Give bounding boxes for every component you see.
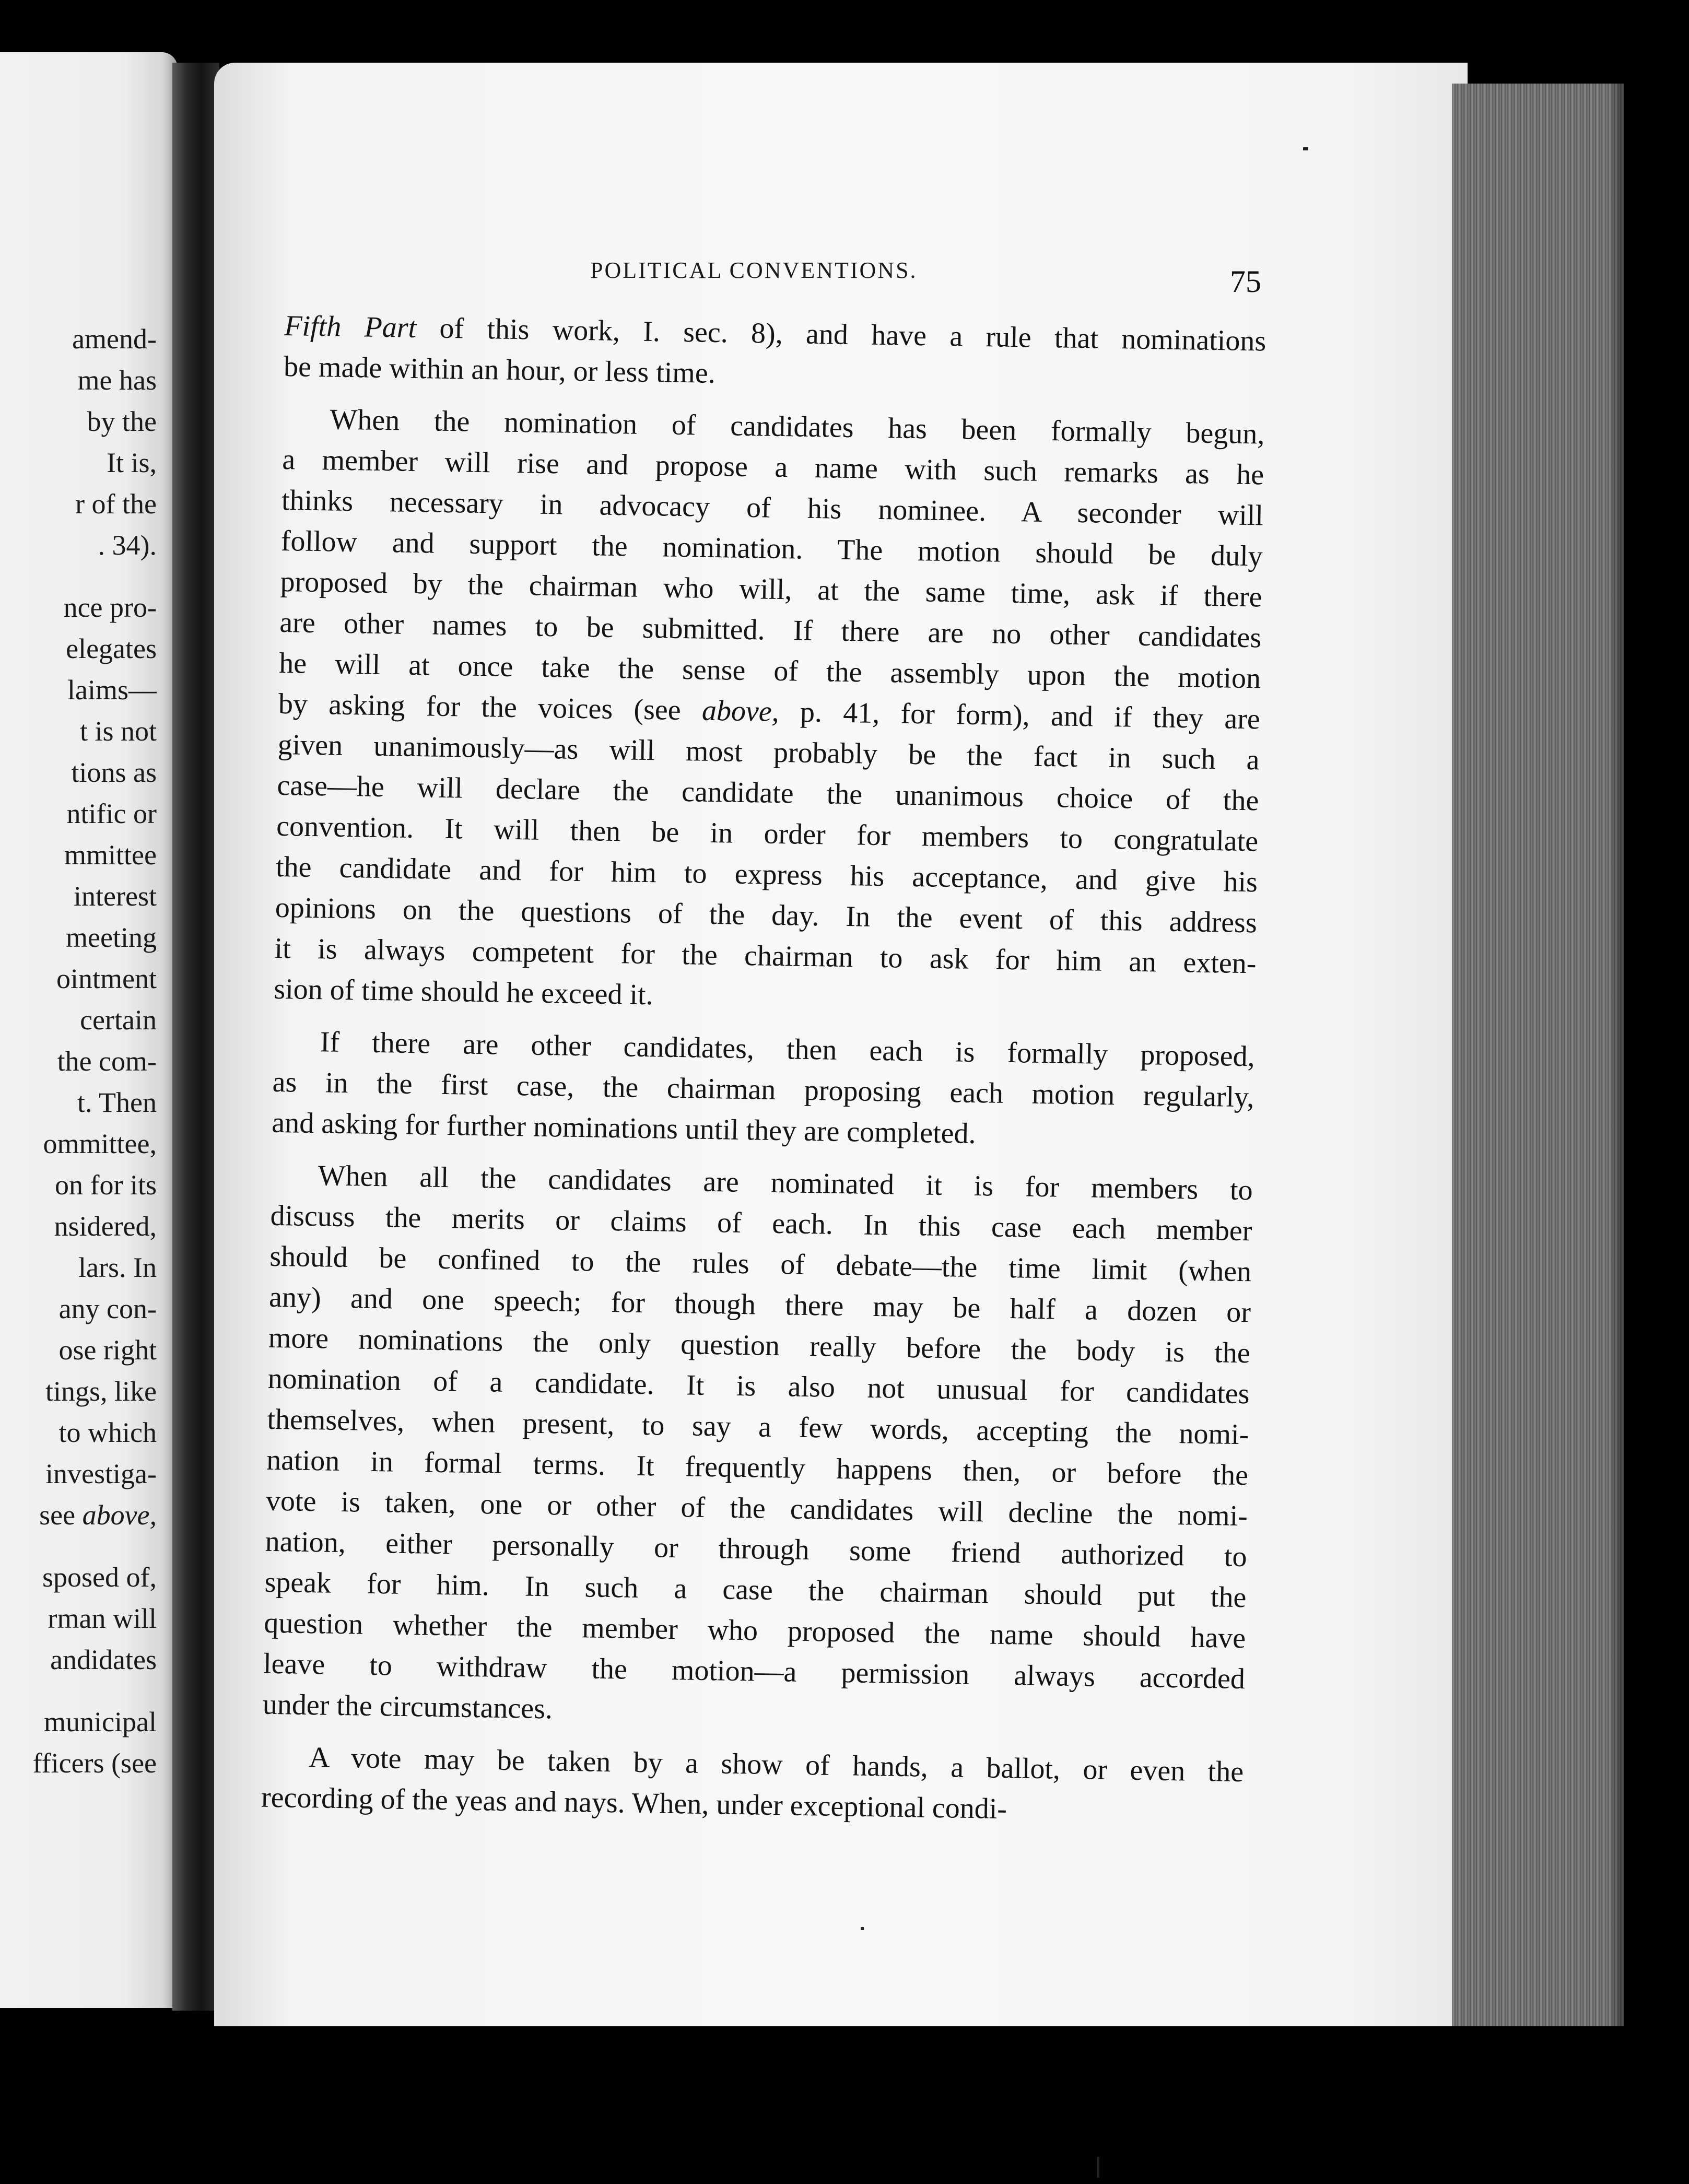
left-page-line: certain [80, 1004, 157, 1036]
text-run: convention. It will then be in order for members to congratulate [276, 809, 1259, 858]
italic-text: Fifth Part [284, 309, 417, 344]
text-run: When all the candidates are nominated it is for members to [318, 1159, 1253, 1207]
left-page-line: investiga- [45, 1458, 157, 1489]
paragraph [272, 1021, 1255, 1159]
text-run: case—he will declare the candidate the unanimous choice of the [277, 769, 1259, 817]
left-page-line: mmittee [64, 839, 157, 871]
left-page-line: nsidered, [54, 1211, 157, 1242]
left-page-line: t is not [79, 715, 157, 747]
left-page-line: tings, like [45, 1376, 157, 1407]
left-page-line: me has [77, 365, 157, 396]
left-page-line: r of the [75, 488, 157, 520]
scan-mark [1303, 147, 1308, 150]
text-run: be made within an hour, or less time. [283, 350, 716, 390]
left-page [0, 52, 178, 2008]
text-run: opinions on the questions of the day. In the event of this address [275, 891, 1258, 940]
scan-mark [1097, 2157, 1099, 2178]
left-page-line: rman will [48, 1603, 157, 1634]
text-run: When the nomination of candidates has been formally begun, [330, 403, 1265, 451]
text-run: follow and support the nomination. The motion should be duly [280, 524, 1263, 573]
paragraph [284, 306, 1266, 403]
page-block-edge [1452, 84, 1624, 2026]
text-run: of this work, I. sec. 8), and have a rule that nominations [416, 311, 1266, 358]
left-page-line: andidates [50, 1644, 157, 1675]
left-page-line: fficers (see [32, 1747, 157, 1779]
text-run: proposed by the chairman who will, at the same time, ask if there [280, 565, 1262, 614]
left-page-line: It is, [106, 447, 157, 478]
text-run: A vote may be taken by a show of hands, a ballot, or even the [308, 1741, 1244, 1789]
page-number: 75 [1230, 264, 1261, 299]
text-run: he will at once take the sense of the assembly upon the motion [278, 647, 1261, 695]
text-run: under the circumstances. [262, 1688, 553, 1725]
scan-mark [861, 1927, 864, 1930]
text-run: nation in formal terms. It frequently happens then, or before the [266, 1443, 1249, 1492]
left-page-line: nce pro- [63, 592, 157, 623]
text-run: leave to withdraw the motion—a permission always accorded [263, 1647, 1246, 1696]
left-page-line [0, 566, 157, 587]
left-page-line: any con- [58, 1293, 157, 1324]
italic-text: above, [701, 694, 780, 728]
text-run: any) and one speech; for though there may be half a dozen or [268, 1281, 1251, 1329]
text-run: as in the first case, the chairman proposing each motion regularly, [272, 1065, 1254, 1114]
left-page-line: municipal [44, 1706, 157, 1737]
left-page-line: by the [87, 406, 157, 437]
left-page-line: tions as [71, 757, 157, 788]
left-page-line: elegates [66, 633, 157, 664]
text-run: by asking for the voices (see [278, 687, 702, 727]
text-run: should be confined to the rules of debate—the time limit (when [269, 1240, 1252, 1288]
text-run: question whether the member who proposed the name should have [263, 1606, 1246, 1655]
text-run: p. 41, for form), and if they are [779, 695, 1261, 736]
text-run: given unanimously—as will most probably be the fact in such a [277, 728, 1260, 777]
left-page-line: meeting [66, 922, 157, 953]
left-page-line [0, 1681, 157, 1701]
left-page-line: t. Then [77, 1087, 157, 1118]
text-run: and asking for further nominations until they are completed. [271, 1106, 977, 1150]
left-page-line: the com- [57, 1046, 157, 1077]
text-run: the candidate and for him to express his acceptance, and give his [275, 850, 1258, 899]
left-page-line: see above, [39, 1499, 157, 1531]
left-page-line: ommittee, [43, 1128, 157, 1159]
text-run: it is always competent for the chairman to ask for him an exten- [274, 932, 1257, 980]
text-run: a member will rise and propose a name with such remarks as he [282, 443, 1264, 491]
paragraph [262, 1155, 1253, 1740]
text-run: are other names to be submitted. If there are no other candidates [279, 606, 1262, 654]
text-run: sion of time should he exceed it. [273, 972, 654, 1012]
text-run: recording of the yeas and nays. When, under exceptional condi- [261, 1781, 1007, 1826]
text-run: speak for him. In such a case the chairman should put the [264, 1566, 1247, 1614]
left-page-line: to which [58, 1417, 157, 1448]
text-run: If there are other candidates, then each is formally proposed, [320, 1026, 1256, 1073]
left-page-line: ntific or [66, 798, 157, 829]
left-page-line: . 34). [98, 530, 157, 561]
left-page-text [0, 319, 157, 1784]
left-page-line: amend- [72, 323, 157, 355]
text-run: themselves, when present, to say a few words, accepting the nomi- [267, 1403, 1249, 1451]
left-page-line: laims— [67, 674, 157, 706]
text-run: discuss the merits or claims of each. In this case each member [270, 1199, 1252, 1248]
text-run: thinks necessary in advocacy of his nominee. A seconder will [281, 484, 1264, 532]
text-run: vote is taken, one or other of the candidates will decline the nomi- [265, 1484, 1248, 1533]
paragraph [261, 1736, 1244, 1834]
paragraph [274, 398, 1265, 1025]
left-page-line: interest [74, 880, 157, 912]
left-page-line: on for its [55, 1169, 157, 1201]
left-page-line: lars. In [78, 1252, 157, 1283]
text-run: more nominations the only question really before the body is the [268, 1321, 1251, 1370]
left-page-line: sposed of, [42, 1561, 157, 1593]
left-page-line [0, 1536, 157, 1557]
text-run: nomination of a candidate. It is also not unusual for candidates [267, 1362, 1250, 1411]
text-run: nation, either personally or through some friend authorized to [265, 1525, 1248, 1574]
book-gutter [172, 63, 219, 2011]
left-page-line: ointment [56, 963, 157, 994]
body-text [261, 306, 1266, 1833]
left-page-line: ose right [58, 1334, 157, 1366]
running-head: POLITICAL CONVENTIONS. [590, 257, 918, 283]
page-edge-shadow [1609, 84, 1624, 2026]
